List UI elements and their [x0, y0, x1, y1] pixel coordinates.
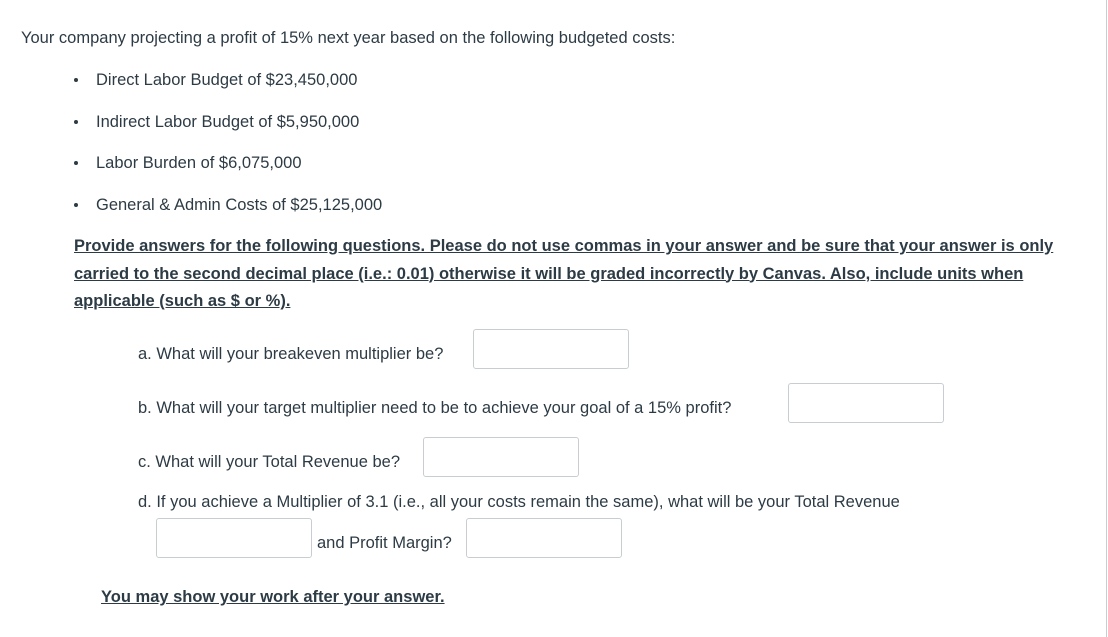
intro-text: Your company projecting a profit of 15% next year based on the following budgeted costs:	[21, 29, 676, 47]
cost-direct-labor: Direct Labor Budget of $23,450,000	[96, 71, 358, 89]
list-item	[74, 70, 382, 112]
question-b-label: b. What will your target multiplier need to be to achieve your goal of a 15% profit?	[138, 399, 732, 417]
answer-d-margin-input[interactable]	[466, 518, 622, 558]
answer-c-input[interactable]	[423, 437, 579, 477]
answer-d-revenue-input[interactable]	[156, 518, 312, 558]
question-a-label: a. What will your breakeven multiplier be?	[138, 345, 444, 363]
question-d-suffix-label: and Profit Margin?	[317, 534, 452, 552]
list-item	[74, 153, 382, 195]
answer-a-input[interactable]	[473, 329, 629, 369]
cost-general-admin: General & Admin Costs of $25,125,000	[96, 195, 383, 214]
instructions-text: Provide answers for the following questions. Please do not use commas in your answer and be sure that your answer is only carried to the second decimal place (i.e.: 0.01) otherwise it will be graded incorrectly by Canvas. Also, include units when applicable (such as $ or %).	[74, 237, 1054, 310]
cost-labor-burden: Labor Burden of $6,075,000	[96, 154, 302, 172]
question-c-label: c. What will your Total Revenue be?	[138, 453, 400, 471]
bullet-icon	[74, 120, 78, 124]
list-item	[74, 112, 382, 154]
frame-edge	[1106, 0, 1107, 637]
answer-b-input[interactable]	[788, 383, 944, 423]
cost-indirect-labor: Indirect Labor Budget of $5,950,000	[96, 112, 360, 131]
budget-cost-list	[74, 70, 382, 236]
question-d-label: d. If you achieve a Multiplier of 3.1 (i.e., all your costs remain the same), what will be your Total Revenue	[138, 493, 900, 511]
bullet-icon	[74, 161, 78, 165]
list-item	[74, 195, 382, 237]
bullet-icon	[74, 78, 78, 82]
bullet-icon	[74, 203, 78, 207]
show-work-note: You may show your work after your answer.	[101, 588, 445, 606]
